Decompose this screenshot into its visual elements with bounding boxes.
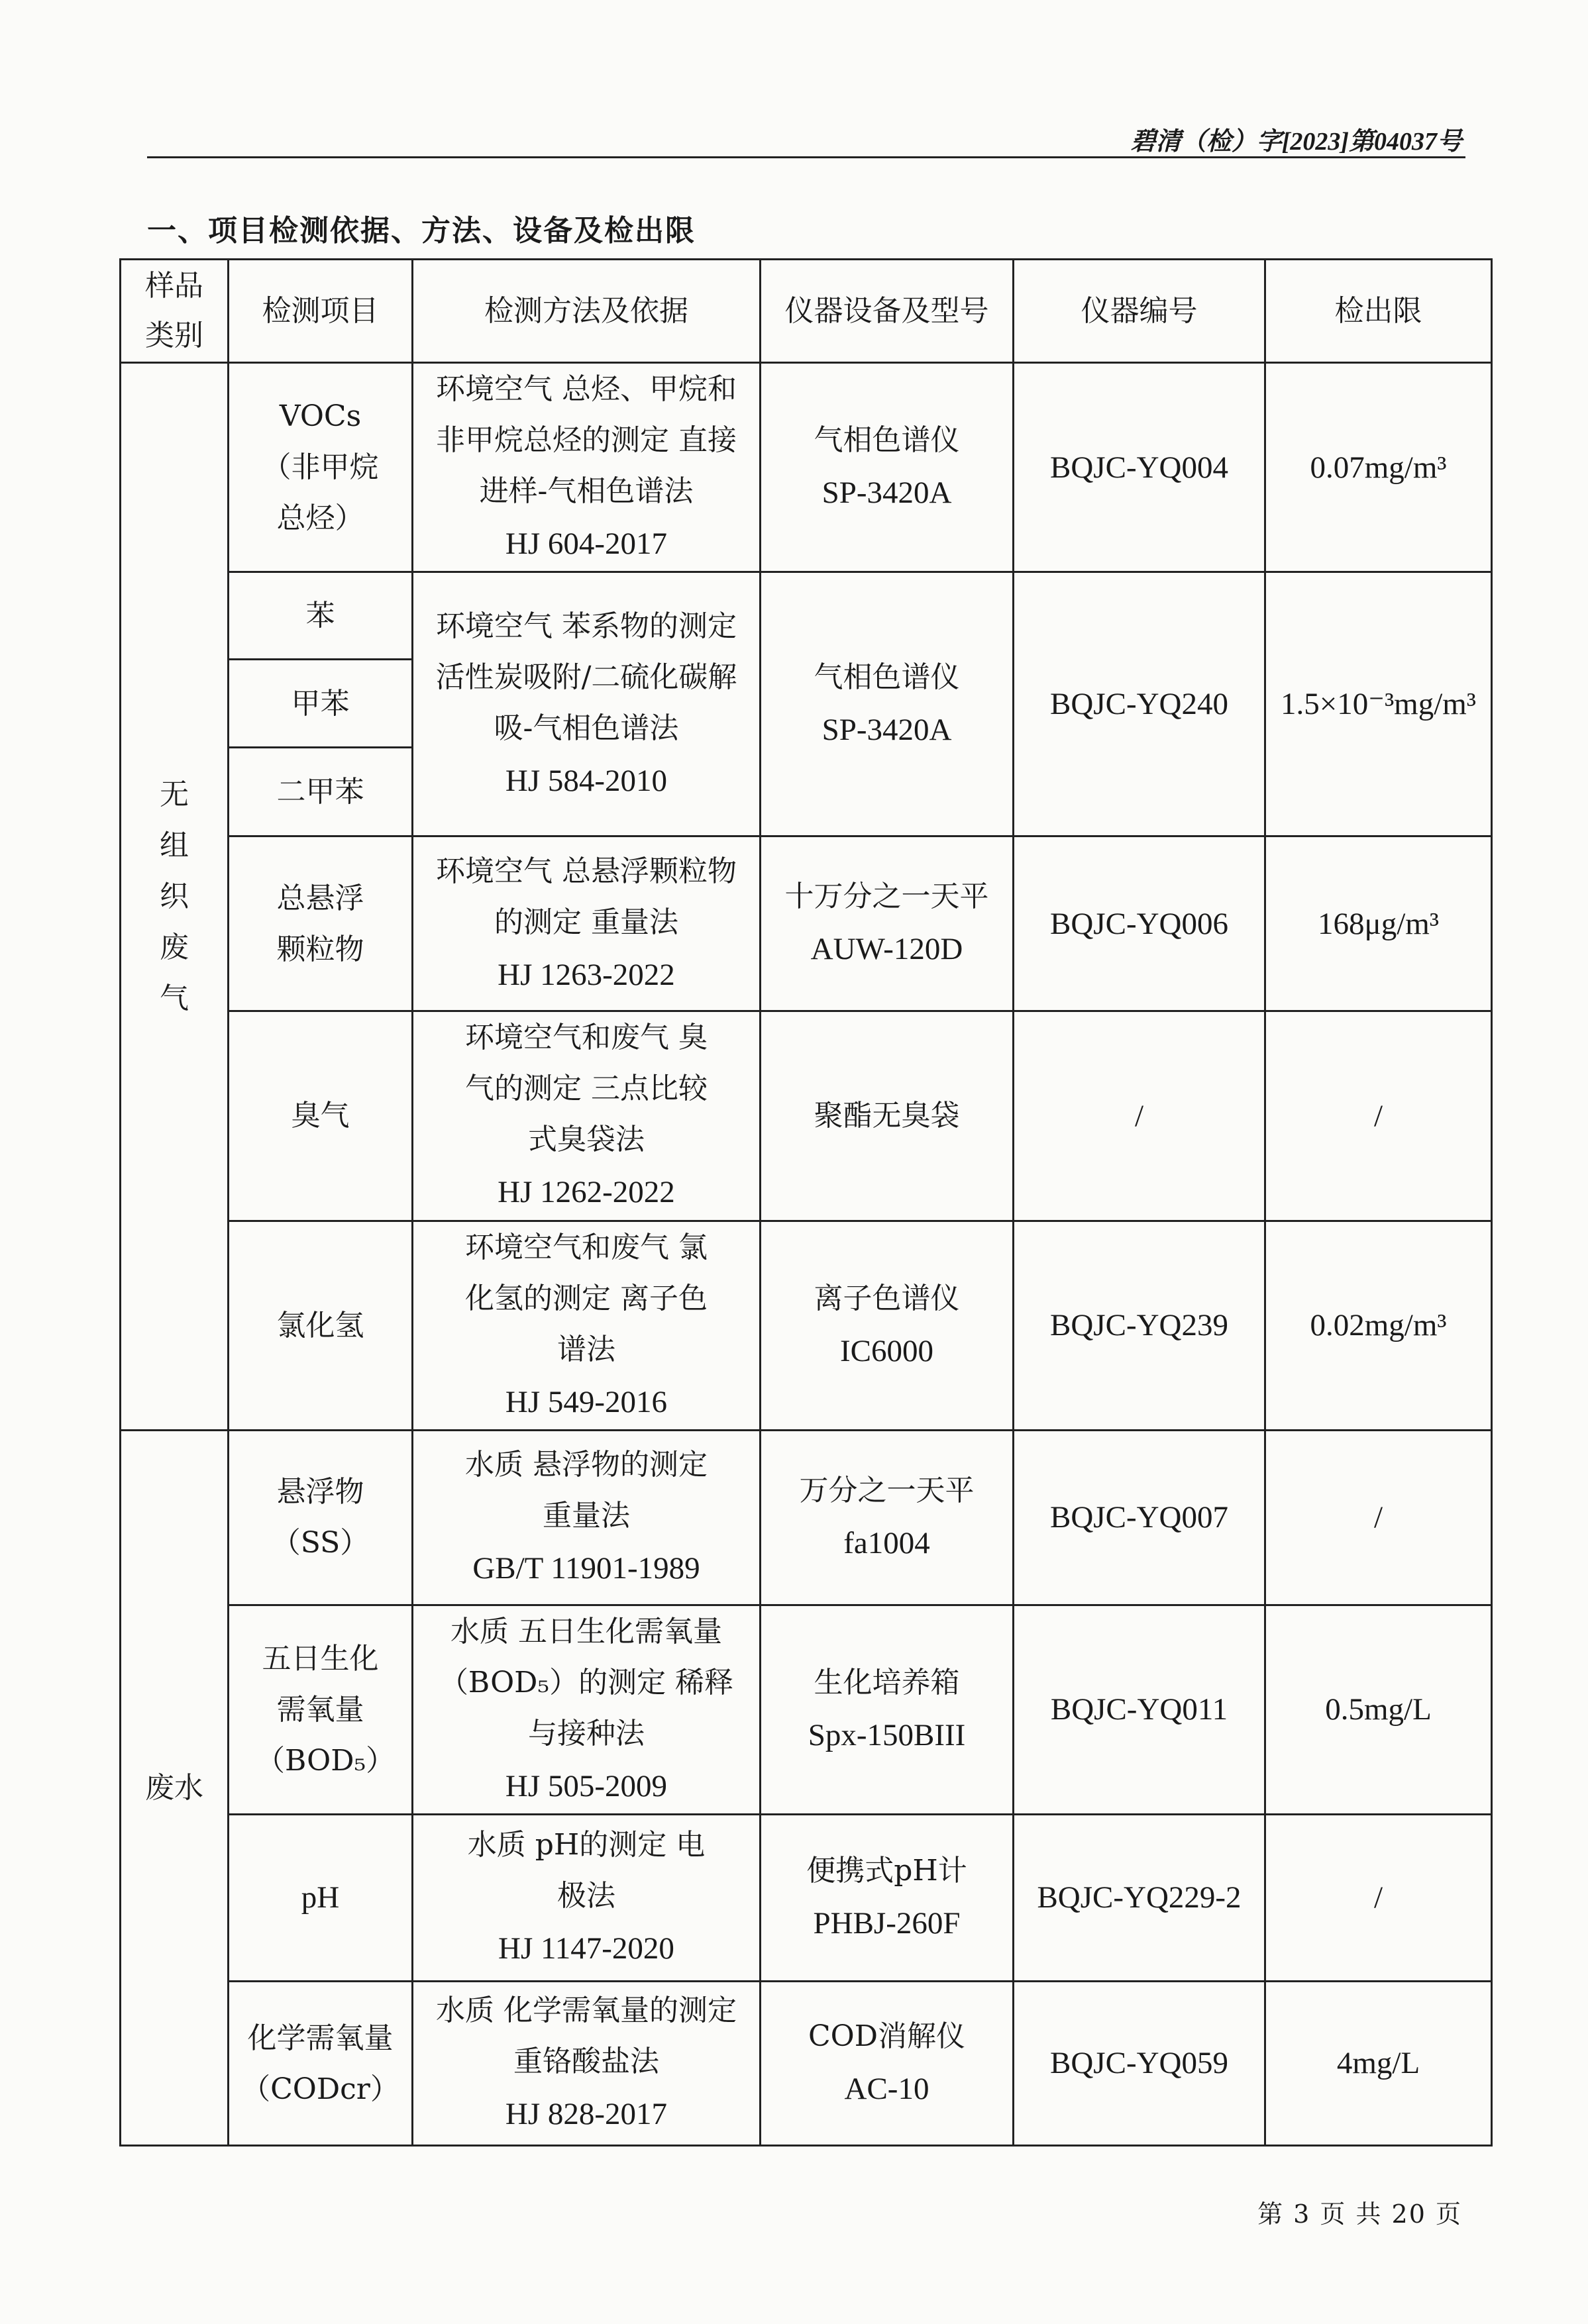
method-cell [413, 363, 761, 572]
instrument-no-cell: BQJC-YQ239 [1014, 1221, 1265, 1430]
limit-cell: 4mg/L [1265, 1982, 1492, 2146]
equipment-model: AC-10 [844, 2071, 929, 2106]
equipment-name: 气相色谱仪 [814, 423, 960, 457]
table-row [121, 1430, 1492, 1605]
instrument-no-cell: / [1014, 1011, 1265, 1221]
instrument-no-cell: BQJC-YQ229-2 [1014, 1815, 1265, 1982]
item-cell: 总悬浮颗粒物 [229, 836, 413, 1011]
method-cell [413, 1815, 761, 1982]
item-cell: 苯 [229, 572, 413, 660]
equipment-model: PHBJ-260F [813, 1905, 961, 1941]
category-cell: 废水 [121, 1430, 229, 2145]
limit-cell: 1.5×10⁻³mg/m³ [1265, 572, 1492, 836]
equipment-cell [761, 1815, 1014, 1982]
item-cell: 甲苯 [229, 660, 413, 748]
method-text: 水质 悬浮物的测定 重量法 [465, 1448, 708, 1533]
equipment-cell [761, 363, 1014, 572]
limit-cell: 168μg/m³ [1265, 836, 1492, 1011]
equipment-name: 便携式pH计 [806, 1853, 967, 1888]
header-rule [147, 156, 1465, 158]
equipment-name: 气相色谱仪 [814, 660, 960, 694]
item-cell: pH [229, 1815, 413, 1982]
header-cell: 仪器设备及型号 [761, 260, 1014, 363]
section-title: 一、项目检测依据、方法、设备及检出限 [147, 214, 696, 248]
method-cell [413, 1011, 761, 1221]
method-text: 水质 五日生化需氧量（BOD₅）的测定 稀释与接种法 [439, 1614, 734, 1750]
method-cell [413, 1221, 761, 1430]
instrument-no-cell: BQJC-YQ011 [1014, 1605, 1265, 1814]
limit-cell: 0.02mg/m³ [1265, 1221, 1492, 1430]
method-text: 环境空气 总烃、甲烷和非甲烷总烃的测定 直接进样-气相色谱法 [436, 372, 737, 508]
header-cell: 样品类别 [121, 260, 229, 363]
equipment-model: AUW-120D [810, 932, 963, 967]
equipment-name: COD消解仪 [808, 2019, 965, 2053]
method-standard: HJ 584-2010 [505, 763, 668, 798]
item-cell: 臭气 [229, 1011, 413, 1221]
equipment-name: 离子色谱仪 [814, 1281, 960, 1315]
method-text: 环境空气和废气 氯化氢的测定 离子色谱法 [465, 1230, 708, 1366]
equipment-model: SP-3420A [821, 712, 952, 747]
method-cell [413, 1982, 761, 2146]
method-text: 环境空气和废气 臭气的测定 三点比较式臭袋法 [465, 1021, 708, 1157]
instrument-no-cell: BQJC-YQ004 [1014, 363, 1265, 572]
method-standard: HJ 1147-2020 [498, 1931, 674, 1966]
method-text: 环境空气 总悬浮颗粒物的测定 重量法 [436, 854, 737, 939]
equipment-cell [761, 1982, 1014, 2146]
instrument-no-cell: BQJC-YQ006 [1014, 836, 1265, 1011]
header-cell: 仪器编号 [1014, 260, 1265, 363]
table-row [121, 1605, 1492, 1814]
equipment-cell [761, 572, 1014, 836]
item-cell: 五日生化需氧量（BOD₅） [229, 1605, 413, 1814]
method-text: 环境空气 苯系物的测定 活性炭吸附/二硫化碳解吸-气相色谱法 [435, 609, 737, 745]
table-header-row [121, 260, 1492, 363]
method-standard: HJ 1263-2022 [498, 957, 675, 992]
equipment-cell [761, 1430, 1014, 1605]
instrument-no-cell: BQJC-YQ007 [1014, 1430, 1265, 1605]
equipment-cell [761, 1221, 1014, 1430]
header-cell: 检出限 [1265, 260, 1492, 363]
method-standard: HJ 505-2009 [505, 1768, 668, 1803]
equipment-cell [761, 836, 1014, 1011]
item-cell: 氯化氢 [229, 1221, 413, 1430]
table-row [121, 363, 1492, 572]
table-row [121, 1011, 1492, 1221]
equipment-cell [761, 1605, 1014, 1814]
method-standard: HJ 549-2016 [505, 1384, 668, 1419]
equipment-model: fa1004 [843, 1525, 930, 1560]
method-standard: HJ 604-2017 [505, 527, 668, 561]
table-row [121, 1982, 1492, 2146]
table-row [121, 572, 1492, 660]
method-table [119, 258, 1493, 2147]
equipment-model: IC6000 [840, 1333, 933, 1368]
equipment-model: SP-3420A [821, 476, 952, 510]
limit-cell: 0.07mg/m³ [1265, 363, 1492, 572]
item-cell: 二甲苯 [229, 748, 413, 836]
equipment-name: 万分之一天平 [799, 1473, 975, 1507]
method-text: 水质 pH的测定 电极法 [467, 1828, 706, 1913]
limit-cell: / [1265, 1430, 1492, 1605]
item-cell: 悬浮物（SS） [229, 1430, 413, 1605]
item-cell: 化学需氧量（CODcr） [229, 1982, 413, 2146]
limit-cell: / [1265, 1815, 1492, 1982]
method-text: 水质 化学需氧量的测定 重铬酸盐法 [436, 1994, 737, 2079]
method-cell [413, 1430, 761, 1605]
item-cell: VOCs（非甲烷总烃） [229, 363, 413, 572]
equipment-cell [761, 1011, 1014, 1221]
table-row [121, 1815, 1492, 1982]
method-cell [413, 836, 761, 1011]
method-cell [413, 572, 761, 836]
equipment-name: 聚酯无臭袋 [814, 1099, 960, 1133]
method-standard: HJ 828-2017 [505, 2097, 668, 2132]
instrument-no-cell: BQJC-YQ240 [1014, 572, 1265, 836]
method-standard: GB/T 11901-1989 [472, 1551, 700, 1586]
header-cell: 检测项目 [229, 260, 413, 363]
table-row [121, 836, 1492, 1011]
page-number: 第 3 页 共 20 页 [1257, 2199, 1462, 2229]
instrument-no-cell: BQJC-YQ059 [1014, 1982, 1265, 2146]
limit-cell: 0.5mg/L [1265, 1605, 1492, 1814]
method-cell [413, 1605, 761, 1814]
equipment-model: Spx-150BIII [808, 1717, 966, 1752]
table-row [121, 1221, 1492, 1430]
report-number: 碧清（检）字[2023]第04037号 [1130, 128, 1462, 156]
limit-cell: / [1265, 1011, 1492, 1221]
method-standard: HJ 1262-2022 [498, 1175, 675, 1210]
equipment-name: 十万分之一天平 [784, 880, 989, 914]
category-cell: 无组织废气 [121, 363, 229, 1431]
equipment-name: 生化培养箱 [814, 1665, 960, 1699]
header-cell: 检测方法及依据 [413, 260, 761, 363]
